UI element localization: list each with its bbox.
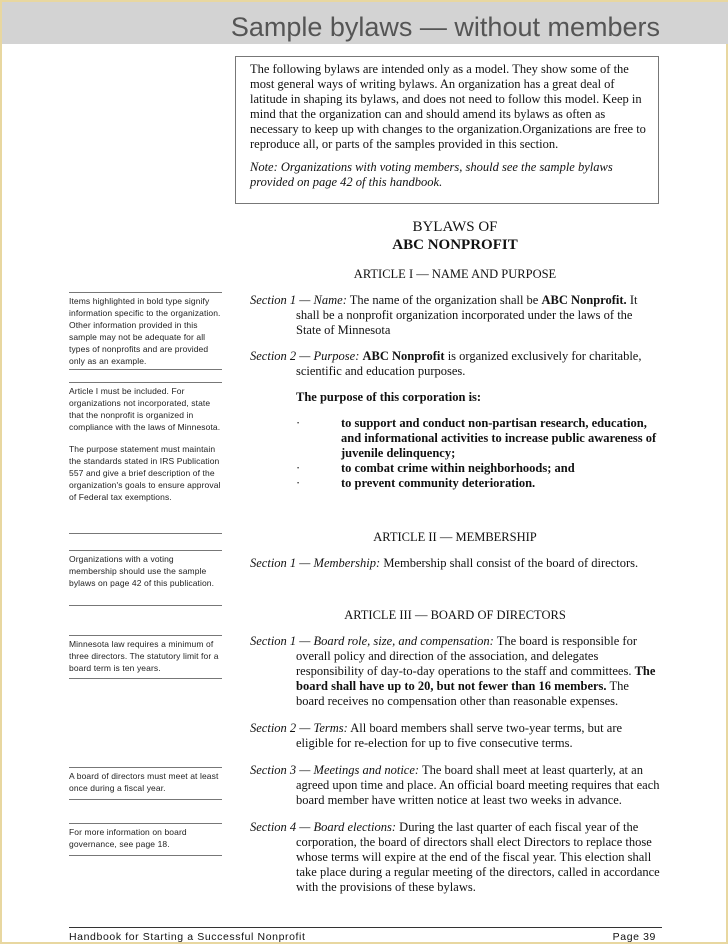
section-text: Membership shall consist of the board of directors. <box>383 556 639 570</box>
side-note-minnesota-law <box>69 635 222 679</box>
section-text: The board receives no compensation other than reasonable expenses. <box>296 679 629 708</box>
side-note-text: For more information on board governance, see page 18. <box>69 827 187 849</box>
side-note-text: The purpose statement must maintain the standards stated in IRS Publication 557 and give a brief description of the organization's goals to ensure approval of Federal tax exemptions. <box>69 444 221 502</box>
section-bold-text: ABC Nonprofit <box>362 349 445 363</box>
page-number: Page 39 <box>612 931 656 943</box>
intro-box <box>235 56 659 204</box>
side-note-text: Items highlighted in bold type signify information specific to the organization. Other information provided in this sample may not be adequate for all types of nonprofits and are provided only as an example. <box>69 296 221 366</box>
section-text: The board is responsible for overall policy and direction of the association, and delegates responsibility of day-to-day operations to the staff and committees. <box>296 634 637 678</box>
bullet-icon: · <box>296 416 301 430</box>
intro-note: Note: Organizations with voting members, should see the sample bylaws provided on page 42 of this handbook. <box>250 160 613 189</box>
side-note-governance <box>69 823 222 856</box>
footer-title: Handbook for Starting a Successful Nonprofit <box>69 931 306 943</box>
side-note-text: Article I must be included. For organizations not incorporated, state that the nonprofit is organized in compliance with the laws of Minnesota. <box>69 386 221 432</box>
purpose-text: to support and conduct non-partisan research, education, and informational activities to increase public awareness of juvenile delinquency; <box>341 416 657 460</box>
article-1-heading: ARTICLE I — NAME AND PURPOSE <box>353 267 557 281</box>
list-item <box>296 461 662 476</box>
section-bold-text: The board shall have up to 20, but not fewer than 16 members. <box>296 664 656 693</box>
section-label: Section 1 — Membership: <box>250 556 381 570</box>
article-3-section-3 <box>250 763 660 808</box>
section-text: It shall be a nonprofit organization incorporated under the laws of the State of Minnesota <box>296 293 638 337</box>
purpose-list <box>296 416 662 491</box>
side-note-voting-members <box>69 550 222 606</box>
section-label: Section 2 — Terms: <box>250 721 348 735</box>
article-3-section-1 <box>250 634 660 709</box>
section-label: Section 4 — Board elections: <box>250 820 397 834</box>
side-note-text: Organizations with a voting membership should use the sample bylaws on page 42 of this publication. <box>69 554 215 588</box>
side-note-board-meeting <box>69 767 222 800</box>
article-3-section-2 <box>250 721 660 751</box>
article-1-section-2 <box>250 349 660 379</box>
article-2-heading: ARTICLE II — MEMBERSHIP <box>373 530 537 544</box>
side-note-bold-info <box>69 292 222 370</box>
bullet-icon: · <box>296 461 301 475</box>
side-note-text: Minnesota law requires a minimum of three directors. The statutory limit for a board term is ten years. <box>69 639 219 673</box>
side-note-text: A board of directors must meet at least once during a fiscal year. <box>69 771 219 793</box>
bylaws-title: BYLAWS OF <box>412 219 498 235</box>
section-text: All board members shall serve two-year terms, but are eligible for re-election for up to five consecutive terms. <box>296 721 623 750</box>
section-label: Section 3 — Meetings and notice: <box>250 763 420 777</box>
section-text: The name of the organization shall be <box>349 293 539 307</box>
purpose-text: to prevent community deterioration. <box>341 476 536 490</box>
article-3-section-4 <box>250 820 660 895</box>
section-label: Section 2 — Purpose: <box>250 349 360 363</box>
list-item <box>296 476 662 491</box>
section-label: Section 1 — Name: <box>250 293 347 307</box>
bullet-icon: · <box>296 476 301 490</box>
section-text: is organized exclusively for charitable, scientific and education purposes. <box>296 349 642 378</box>
article-2-section-1 <box>250 556 660 571</box>
section-text: During the last quarter of each fiscal year of the corporation, the board of directors shall elect Directors to replace those whose terms will expire at the end of the fiscal year. This election shall take place during a regular meeting of the directors, called in accordance with the provisions of these bylaws. <box>296 820 660 894</box>
section-bold-text: ABC Nonprofit. <box>541 293 627 307</box>
article-1-section-1 <box>250 293 660 338</box>
purpose-heading: The purpose of this corporation is: <box>296 390 482 404</box>
header-bar <box>2 2 728 44</box>
section-text: The board shall meet at least quarterly, at an agreed upon time and place. An official board meeting requires that each board member have written notice at least two weeks in advance. <box>296 763 660 807</box>
page-title: Sample bylaws — without members <box>230 12 660 42</box>
article-3-heading: ARTICLE III — BOARD OF DIRECTORS <box>344 608 566 622</box>
list-item <box>296 416 662 461</box>
footer-divider <box>69 927 662 928</box>
intro-paragraph: The following bylaws are intended only as a model. They show some of the most general ways of writing bylaws. An organization has a great deal of latitude in shaping its bylaws, and does not need to follow this model. Keep in mind that the organization can and should amend its bylaws as often as necessary to keep up with changes to the organization.Organizations are free to reproduce all, or parts of the samples provided in this section. <box>250 62 646 151</box>
section-label: Section 1 — Board role, size, and compensation: <box>250 634 494 648</box>
side-note-article-1 <box>69 382 222 534</box>
purpose-text: to combat crime within neighborhoods; and <box>341 461 575 475</box>
organization-name: ABC NONPROFIT <box>392 237 518 253</box>
